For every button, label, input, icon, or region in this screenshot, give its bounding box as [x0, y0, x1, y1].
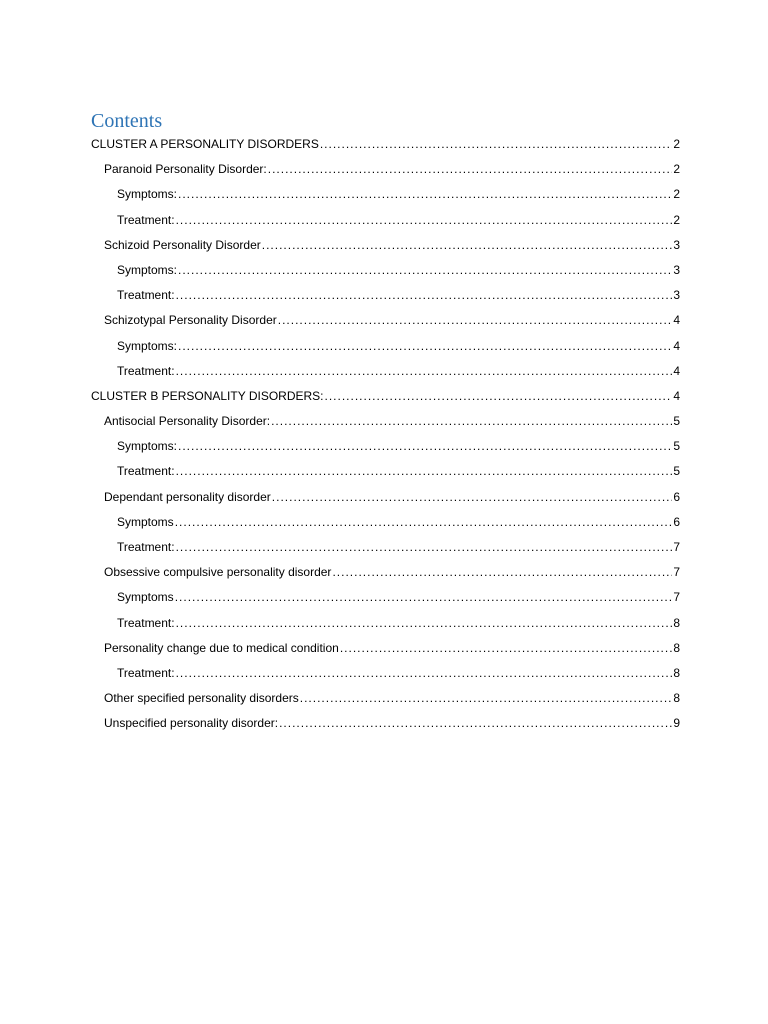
toc-entry[interactable]: [91, 661, 680, 686]
toc-dot-leader: [176, 208, 673, 233]
toc-page-number: 9: [673, 716, 680, 731]
toc-page-number: 7: [673, 590, 680, 605]
toc-dot-leader: [320, 132, 672, 157]
toc-page-number: 3: [673, 262, 680, 277]
toc-dot-leader: [340, 636, 672, 661]
toc-entry[interactable]: [91, 308, 680, 333]
toc-entry[interactable]: [91, 711, 680, 736]
toc-entry-title: Symptoms: [117, 590, 174, 605]
toc-entry-title: Symptoms:: [117, 439, 178, 454]
toc-page-number: 5: [673, 439, 680, 454]
toc-entry[interactable]: [91, 585, 680, 610]
toc-page-number: 8: [673, 640, 680, 655]
toc-entry[interactable]: [91, 485, 680, 510]
toc-page-number: 4: [673, 313, 680, 328]
toc-page-number: 2: [673, 137, 680, 151]
toc-entry[interactable]: [91, 157, 680, 182]
toc-dot-leader: [176, 283, 673, 308]
toc-entry[interactable]: [91, 182, 680, 207]
toc-page-number: 6: [673, 489, 680, 504]
toc-entry-title: Treatment:: [117, 212, 175, 227]
toc-entry[interactable]: [91, 132, 680, 157]
toc-dot-leader: [175, 585, 673, 610]
toc-entry-title: Treatment:: [117, 464, 175, 479]
toc-entry-title: Symptoms: [117, 514, 174, 529]
toc-dot-leader: [176, 661, 673, 686]
toc-entry-title: Symptoms:: [117, 187, 178, 202]
toc-entry[interactable]: [91, 283, 680, 308]
toc-dot-leader: [176, 459, 673, 484]
table-of-contents: [91, 132, 680, 737]
toc-dot-leader: [268, 157, 673, 182]
toc-entry[interactable]: [91, 434, 680, 459]
toc-entry[interactable]: [91, 686, 680, 711]
toc-entry[interactable]: [91, 258, 680, 283]
toc-entry[interactable]: [91, 510, 680, 535]
toc-entry-title: Schizoid Personality Disorder: [104, 237, 261, 252]
toc-page-number: 4: [673, 363, 680, 378]
toc-page-number: 8: [673, 665, 680, 680]
toc-entry-title: Treatment:: [117, 288, 175, 303]
toc-entry-title: Symptoms:: [117, 262, 178, 277]
toc-page-number: 6: [673, 514, 680, 529]
toc-heading: Contents: [91, 110, 163, 132]
toc-dot-leader: [176, 535, 673, 560]
toc-page-number: 8: [673, 691, 680, 706]
toc-entry-title: Treatment:: [117, 540, 175, 554]
toc-entry-title: Personality change due to medical condition: [104, 640, 339, 655]
toc-dot-leader: [271, 409, 672, 434]
toc-dot-leader: [178, 258, 672, 283]
toc-page-number: 2: [673, 212, 680, 227]
toc-dot-leader: [272, 485, 673, 510]
toc-dot-leader: [178, 434, 672, 459]
toc-entry-title: Other specified personality disorders: [104, 691, 299, 706]
toc-entry[interactable]: [91, 636, 680, 661]
toc-entry-title: Unspecified personality disorder:: [104, 716, 279, 731]
toc-entry-title: Paranoid Personality Disorder:: [104, 162, 267, 177]
toc-entry-title: Symptoms:: [117, 338, 178, 353]
toc-dot-leader: [325, 384, 673, 409]
toc-entry[interactable]: [91, 409, 680, 434]
toc-entry[interactable]: [91, 535, 680, 560]
toc-page-number: 5: [673, 464, 680, 479]
toc-dot-leader: [332, 560, 672, 585]
toc-entry-title: Schizotypal Personality Disorder: [104, 313, 277, 328]
toc-entry[interactable]: [91, 359, 680, 384]
toc-page-number: 7: [673, 540, 680, 554]
toc-dot-leader: [176, 359, 673, 384]
toc-entry[interactable]: [91, 459, 680, 484]
toc-page-number: 2: [673, 162, 680, 177]
toc-page-number: 3: [673, 237, 680, 252]
toc-entry-title: Treatment:: [117, 665, 175, 680]
toc-page-number: 7: [673, 565, 680, 580]
toc-entry-title: Obsessive compulsive personality disorder: [104, 565, 332, 580]
toc-entry-title: CLUSTER B PERSONALITY DISORDERS:: [91, 388, 324, 403]
toc-dot-leader: [262, 233, 673, 258]
toc-entry-title: CLUSTER A PERSONALITY DISORDERS: [91, 137, 319, 151]
toc-entry[interactable]: [91, 208, 680, 233]
toc-entry-title: Antisocial Personality Disorder:: [104, 414, 271, 429]
toc-entry[interactable]: [91, 384, 680, 409]
toc-page-number: 5: [673, 414, 680, 429]
toc-entry[interactable]: [91, 560, 680, 585]
toc-entry[interactable]: [91, 611, 680, 636]
toc-dot-leader: [279, 711, 672, 736]
toc-entry-title: Treatment:: [117, 615, 175, 630]
toc-entry-title: Dependant personality disorder: [104, 489, 271, 504]
toc-dot-leader: [278, 308, 673, 333]
toc-dot-leader: [176, 611, 673, 636]
toc-dot-leader: [178, 334, 672, 359]
toc-page-number: 4: [673, 388, 680, 403]
toc-entry-title: Treatment:: [117, 363, 175, 378]
toc-page-number: 2: [673, 187, 680, 202]
toc-entry[interactable]: [91, 233, 680, 258]
toc-page-number: 3: [673, 288, 680, 303]
toc-dot-leader: [300, 686, 673, 711]
toc-page-number: 4: [673, 338, 680, 353]
toc-page-number: 8: [673, 615, 680, 630]
toc-dot-leader: [178, 182, 672, 207]
toc-dot-leader: [175, 510, 673, 535]
toc-entry[interactable]: [91, 334, 680, 359]
